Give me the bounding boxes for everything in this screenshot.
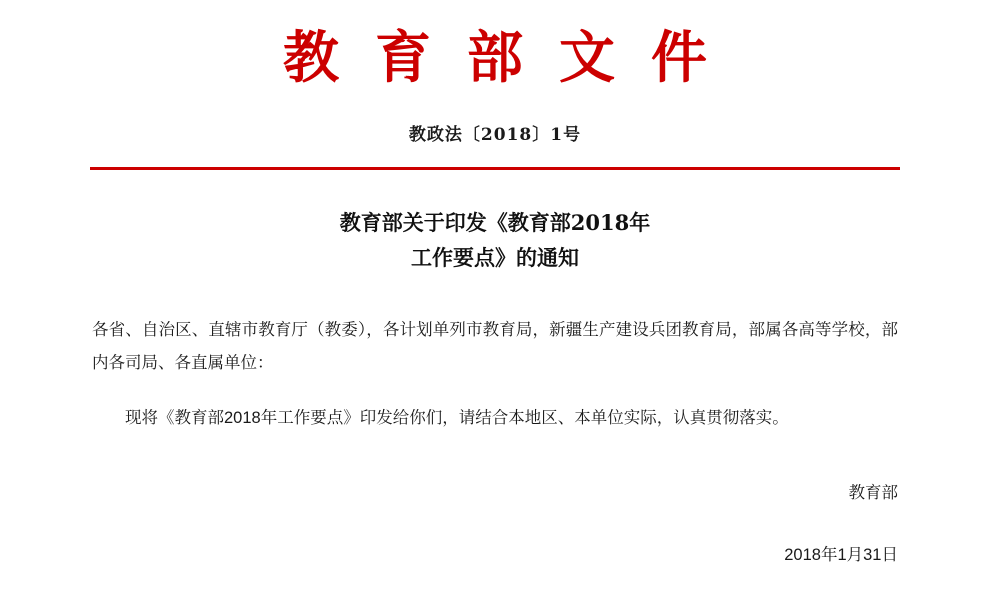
- issue-date: 2018年1月31日: [784, 545, 898, 564]
- body-paragraph: 现将《教育部2018年工作要点》印发给你们，请结合本地区、本单位实际，认真贯彻落实。: [125, 408, 789, 427]
- salutation-text: 各省、自治区、直辖市教育厅（教委），各计划单列市教育局，新疆生产建设兵团教育局，部属各高等学校，部内各司局、各直属单位：: [92, 320, 898, 372]
- signature-issuer: 教育部: [848, 483, 898, 502]
- red-divider-rule: [90, 167, 900, 170]
- page-title: [145, 206, 845, 275]
- document-body: [92, 314, 898, 435]
- page-title-line-1: 教育部关于印发《教育部2018年: [339, 210, 651, 236]
- masthead: [0, 0, 990, 90]
- masthead-title: 教育部文件: [283, 25, 743, 91]
- document-number: 教政法〔2018〕1号: [408, 125, 582, 146]
- page-title-line-2: 工作要点》的通知: [411, 245, 579, 271]
